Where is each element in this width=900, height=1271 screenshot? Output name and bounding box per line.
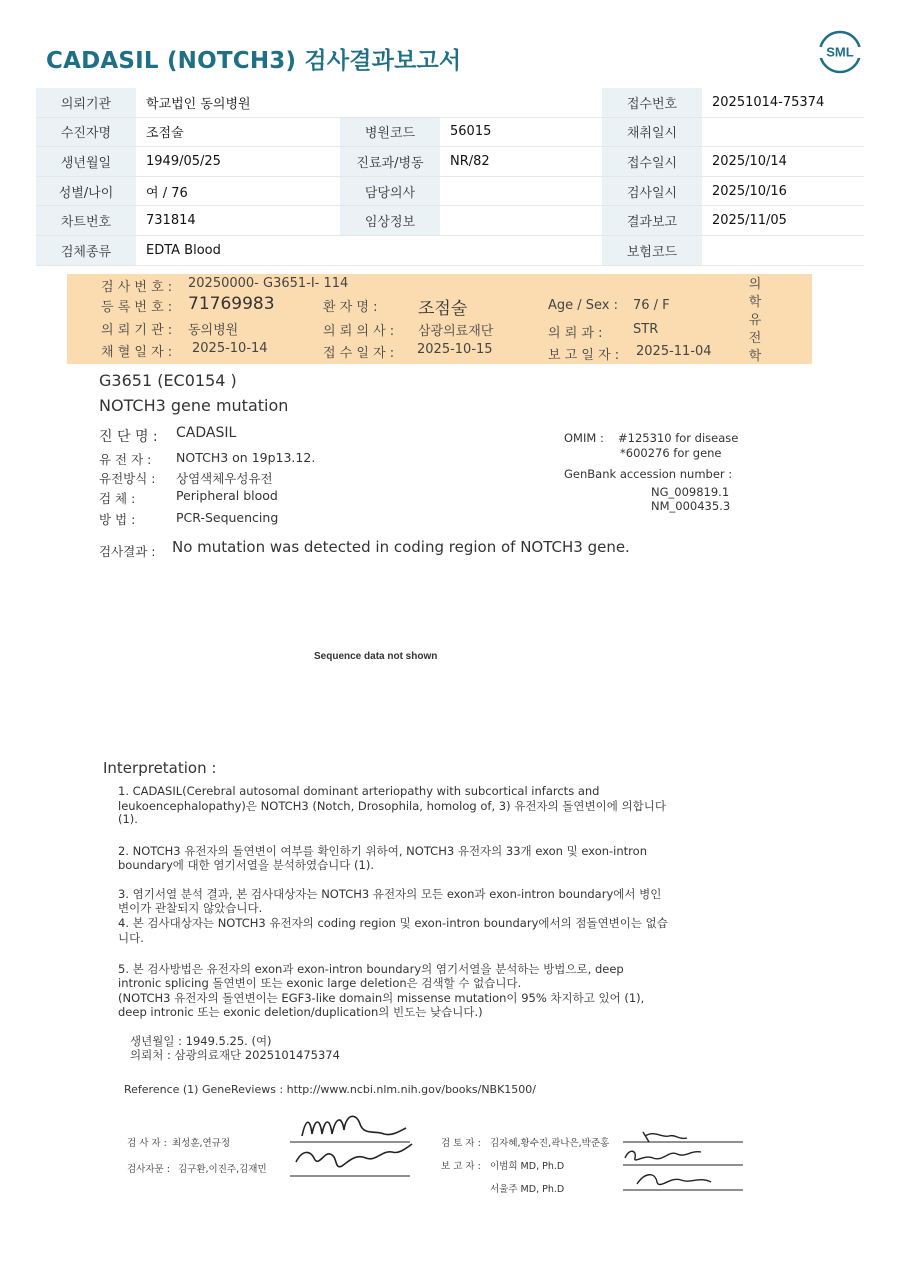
reporter-label: 보 고 자 : xyxy=(441,1161,481,1172)
age-sex: 76 / F xyxy=(633,298,670,313)
info-label: 담당의사 xyxy=(340,176,440,206)
interp-line: 변이가 관찰되지 않았습니다. xyxy=(118,901,263,915)
info-label: 수진자명 xyxy=(36,117,136,147)
reg-no-label: 등 록 번 호 : xyxy=(101,300,173,315)
interp-line: 1. CADASIL(Cerebral autosomal dominant arteriopathy with subcortical infarcts and xyxy=(118,784,600,798)
patient-info-table xyxy=(36,88,864,266)
result-text: No mutation was detected in coding region of NOTCH3 gene. xyxy=(172,538,630,556)
interp-line: (1). xyxy=(118,812,138,826)
test-no: 20250000- G3651-I- 114 xyxy=(188,276,349,291)
info-label: 보험코드 xyxy=(602,235,702,265)
interp-line: (NOTCH3 유전자의 돌연변이는 EGF3-like domain의 missense mutation이 95% 차지하고 있어 (1), xyxy=(118,991,645,1005)
info-value: NR/82 xyxy=(440,147,602,177)
logo-text: SML xyxy=(826,44,854,60)
test-code: G3651 (EC0154 ) xyxy=(99,371,237,390)
omim-gene: *600276 for gene xyxy=(620,446,722,460)
dept: STR xyxy=(633,322,659,337)
interp-line: boundary에 대한 염기서열을 분석하였습니다 (1). xyxy=(118,858,374,872)
result-label: 검사결과 : xyxy=(99,544,156,559)
reviewer-label: 검 토 자 : xyxy=(441,1138,481,1149)
info-value xyxy=(440,88,602,117)
info-label: 차트번호 xyxy=(36,206,136,236)
tester: 최성훈,연규정 xyxy=(172,1138,231,1149)
interp-line: leukoencephalopathy)은 NOTCH3 (Notch, Drosophila, homolog of, 3) 유전자의 돌연변이에 의합니다 xyxy=(118,799,666,813)
sml-logo xyxy=(818,30,862,74)
lab-header-band xyxy=(67,274,812,364)
report-date: 2025-11-04 xyxy=(636,344,712,359)
org: 동의병원 xyxy=(188,323,239,338)
gene: NOTCH3 on 19p13.12. xyxy=(176,450,316,465)
reviewer: 김자혜,황수진,곽나은,박준홍 xyxy=(490,1138,610,1149)
genbank-1: NG_009819.1 xyxy=(651,485,730,499)
reporter: 이범희 MD, Ph.D xyxy=(490,1161,565,1172)
recv-date: 2025-10-15 xyxy=(417,342,493,357)
interp-line: 3. 염기서열 분석 결과, 본 검사대상자는 NOTCH3 유전자의 모든 exon과 exon-intron boundary에서 병인 xyxy=(118,887,662,901)
reg-no: 71769983 xyxy=(188,294,275,314)
doctor: 삼광의료재단 xyxy=(418,324,494,339)
info-label: 검사일시 xyxy=(602,176,702,206)
sample-date: 2025-10-14 xyxy=(192,341,268,356)
interp-line: deep intronic 또는 exonic deletion/duplication의 빈도는 낮습니다.) xyxy=(118,1005,483,1019)
interp-line: 5. 본 검사방법은 유전자의 exon과 exon-intron boundary의 염기서열을 분석하는 방법으로, deep xyxy=(118,962,624,976)
info-label: 병원코드 xyxy=(340,117,440,147)
interp-line: 2. NOTCH3 유전자의 돌연변이 여부를 확인하기 위하여, NOTCH3 유전자의 33개 exon 및 exon-intron xyxy=(118,844,647,858)
report-date-label: 보 고 일 자 : xyxy=(548,348,620,363)
info-label xyxy=(340,88,440,117)
info-row xyxy=(36,206,864,236)
recv-date-label: 접 수 일 자 : xyxy=(323,346,395,361)
info-value: 학교법인 동의병원 xyxy=(136,88,340,117)
specimen-label: 검 체 : xyxy=(99,491,136,506)
gene-label: 유 전 자 : xyxy=(99,452,152,467)
org-label: 의 뢰 기 관 : xyxy=(101,323,173,338)
patient-label: 환 자 명 : xyxy=(323,300,378,315)
dept-vertical-label: 의 학 유 전 학 xyxy=(748,277,762,364)
omim-disease: #125310 for disease xyxy=(618,431,739,445)
info-label: 검체종류 xyxy=(36,235,136,265)
info-value: 20251014-75374 xyxy=(702,88,864,117)
info-label xyxy=(340,235,440,265)
info-value: 1949/05/25 xyxy=(136,147,340,177)
info-label: 결과보고 xyxy=(602,206,702,236)
info-label: 생년월일 xyxy=(36,147,136,177)
advisor-label: 검사자문 : xyxy=(127,1164,170,1175)
page-title: CADASIL (NOTCH3) 검사결과보고서 xyxy=(46,48,462,74)
info-value: 2025/11/05 xyxy=(702,206,864,236)
info-value xyxy=(702,117,864,147)
reference: Reference (1) GeneReviews : http://www.ncbi.nlm.nih.gov/books/NBK1500/ xyxy=(124,1083,537,1096)
inheritance: 상염색체우성유전 xyxy=(176,471,273,486)
info-value: 56015 xyxy=(440,117,602,147)
info-value xyxy=(440,206,602,236)
info-value: 731814 xyxy=(136,206,340,236)
method: PCR-Sequencing xyxy=(176,510,279,525)
info-label: 접수일시 xyxy=(602,147,702,177)
test-name: NOTCH3 gene mutation xyxy=(99,396,289,415)
reviewer-signatures xyxy=(615,1120,750,1195)
info-value: 2025/10/14 xyxy=(702,147,864,177)
interp-line: intronic splicing 돌연변이 또는 exonic large deletion은 검색할 수 없습니다. xyxy=(118,976,522,990)
info-value xyxy=(440,176,602,206)
info-label: 진료과/병동 xyxy=(340,147,440,177)
info-value: 조점술 xyxy=(136,117,340,147)
info-value: 여 / 76 xyxy=(136,176,340,206)
info-row xyxy=(36,147,864,177)
info-value xyxy=(702,235,864,265)
diagnosis: CADASIL xyxy=(176,425,237,441)
tester-signatures xyxy=(280,1110,430,1185)
interpretation-heading: Interpretation : xyxy=(103,759,217,777)
info-value xyxy=(440,235,602,265)
genbank-2: NM_000435.3 xyxy=(651,499,731,513)
tester-label: 검 사 자 : xyxy=(127,1138,167,1149)
info-row xyxy=(36,88,864,117)
info-label: 접수번호 xyxy=(602,88,702,117)
age-sex-label: Age / Sex : xyxy=(548,298,619,313)
info-row xyxy=(36,176,864,206)
info-row xyxy=(36,117,864,147)
interp-line: 4. 본 검사대상자는 NOTCH3 유전자의 coding region 및 exon-intron boundary에서의 점돌연변이는 없습 xyxy=(118,916,668,930)
info-value: 2025/10/16 xyxy=(702,176,864,206)
method-label: 방 법 : xyxy=(99,512,136,527)
genbank-label: GenBank accession number : xyxy=(564,467,733,481)
info-label: 의뢰기관 xyxy=(36,88,136,117)
info-label: 임상정보 xyxy=(340,206,440,236)
info-value: EDTA Blood xyxy=(136,235,340,265)
specimen: Peripheral blood xyxy=(176,488,278,503)
dept-label: 의 뢰 과 : xyxy=(548,326,603,341)
sequence-note: Sequence data not shown xyxy=(314,651,438,662)
doctor-label: 의 뢰 의 사 : xyxy=(323,324,395,339)
info-label: 성별/나이 xyxy=(36,176,136,206)
interp-line: 니다. xyxy=(118,931,144,945)
birth-line: 생년월일 : 1949.5.25. (여) xyxy=(130,1034,272,1048)
patient-name: 조점술 xyxy=(418,299,468,319)
sample-date-label: 채 혈 일 자 : xyxy=(101,345,173,360)
reporter-2: 서울주 MD, Ph.D xyxy=(490,1184,565,1195)
client-line: 의뢰처 : 삼광의료재단 2025101475374 xyxy=(130,1048,340,1062)
diagnosis-label: 진 단 명 : xyxy=(99,429,158,445)
omim-label: OMIM : xyxy=(564,431,604,445)
test-no-label: 검 사 번 호 : xyxy=(101,280,173,295)
advisor: 김구환,이진주,김재민 xyxy=(178,1164,267,1175)
inheritance-label: 유전방식 : xyxy=(99,471,156,486)
info-label: 채취일시 xyxy=(602,117,702,147)
info-row xyxy=(36,235,864,265)
